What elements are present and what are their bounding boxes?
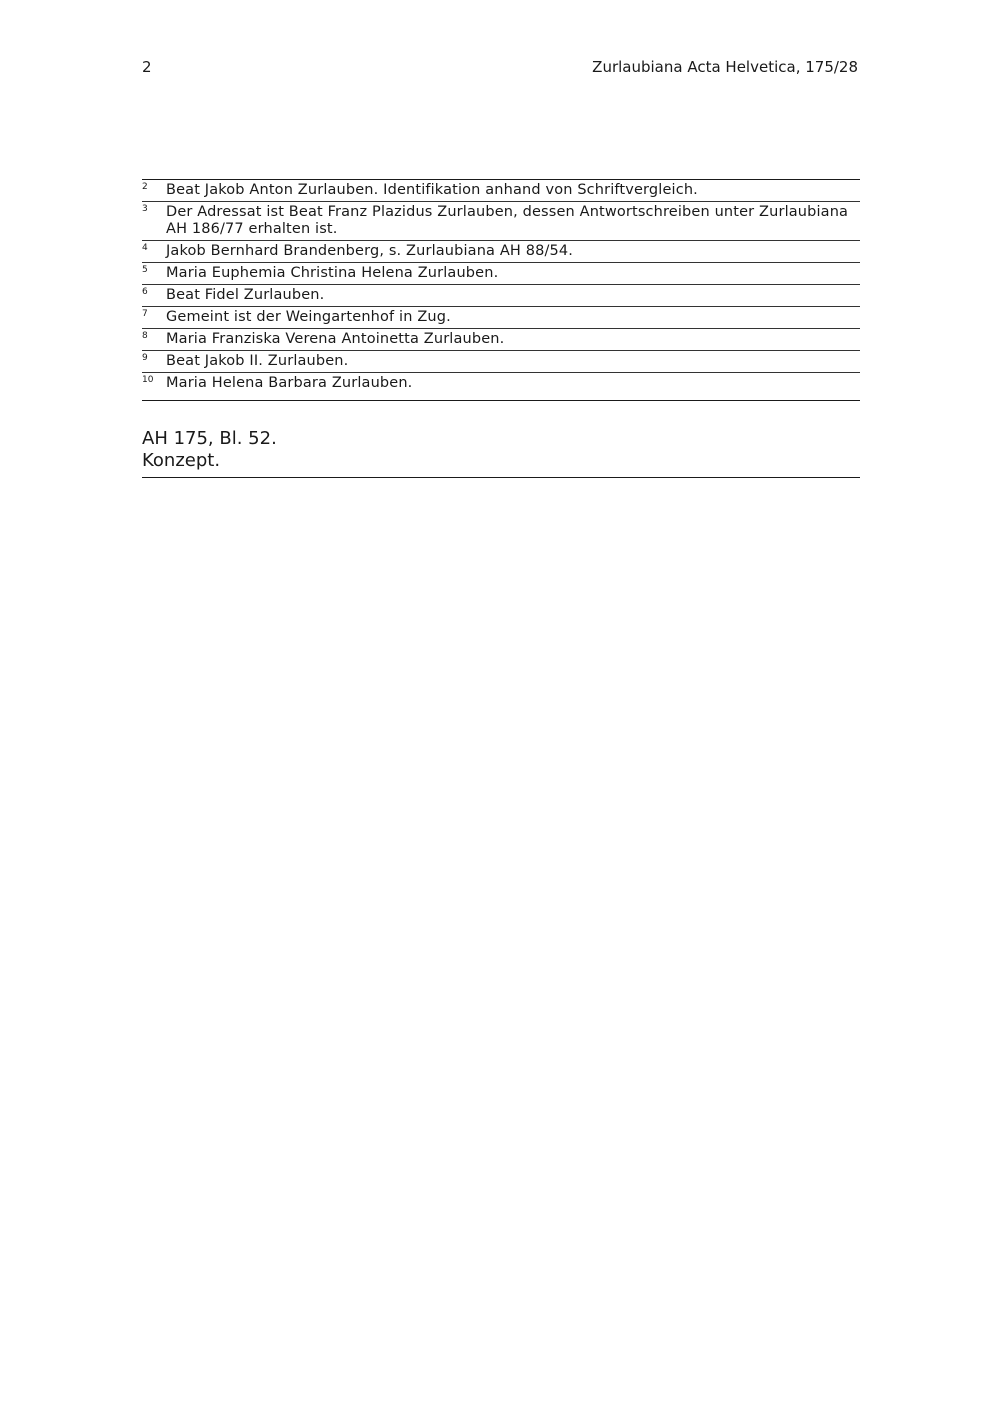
footnote-text: Maria Franziska Verena Antoinetta Zurlauben. bbox=[166, 331, 505, 347]
footnote-number: 2 bbox=[142, 182, 148, 192]
footnote-number: 6 bbox=[142, 287, 148, 297]
footnote-number: 5 bbox=[142, 265, 148, 275]
footnote-text: Maria Euphemia Christina Helena Zurlauben. bbox=[166, 265, 499, 281]
source-reference: AH 175, Bl. 52. bbox=[142, 428, 277, 449]
running-header: Zurlaubiana Acta Helvetica, 175/28 bbox=[592, 58, 858, 76]
footnote-7 bbox=[142, 307, 860, 329]
footnote-5 bbox=[142, 263, 860, 285]
footnote-text: Beat Jakob II. Zurlauben. bbox=[166, 353, 349, 369]
page-number: 2 bbox=[142, 58, 152, 76]
footnote-2 bbox=[142, 180, 860, 202]
footnote-4 bbox=[142, 241, 860, 263]
footnote-text: Beat Jakob Anton Zurlauben. Identifikation anhand von Schriftvergleich. bbox=[166, 182, 698, 198]
footnote-text: Jakob Bernhard Brandenberg, s. Zurlaubiana AH 88/54. bbox=[166, 243, 574, 259]
source-note bbox=[142, 425, 860, 478]
footnote-text: Maria Helena Barbara Zurlauben. bbox=[166, 375, 413, 391]
footnote-number: 3 bbox=[142, 204, 148, 214]
footnote-9 bbox=[142, 351, 860, 373]
footnote-3 bbox=[142, 202, 860, 241]
footnote-text: Beat Fidel Zurlauben. bbox=[166, 287, 325, 303]
footnote-number: 10 bbox=[142, 375, 154, 385]
footnote-list bbox=[142, 179, 860, 401]
footnote-number: 9 bbox=[142, 353, 148, 363]
footnote-number: 4 bbox=[142, 243, 148, 253]
source-type: Konzept. bbox=[142, 450, 221, 471]
footnote-8 bbox=[142, 329, 860, 351]
footnote-number: 8 bbox=[142, 331, 148, 341]
footnote-6 bbox=[142, 285, 860, 307]
footnote-text: Der Adressat ist Beat Franz Plazidus Zurlauben, dessen Antwortschreiben unter Zurlaubiana AH 186/77 erhalten ist. bbox=[166, 204, 849, 237]
footnote-10 bbox=[142, 373, 860, 401]
footnote-number: 7 bbox=[142, 309, 148, 319]
footnote-text: Gemeint ist der Weingartenhof in Zug. bbox=[166, 309, 451, 325]
